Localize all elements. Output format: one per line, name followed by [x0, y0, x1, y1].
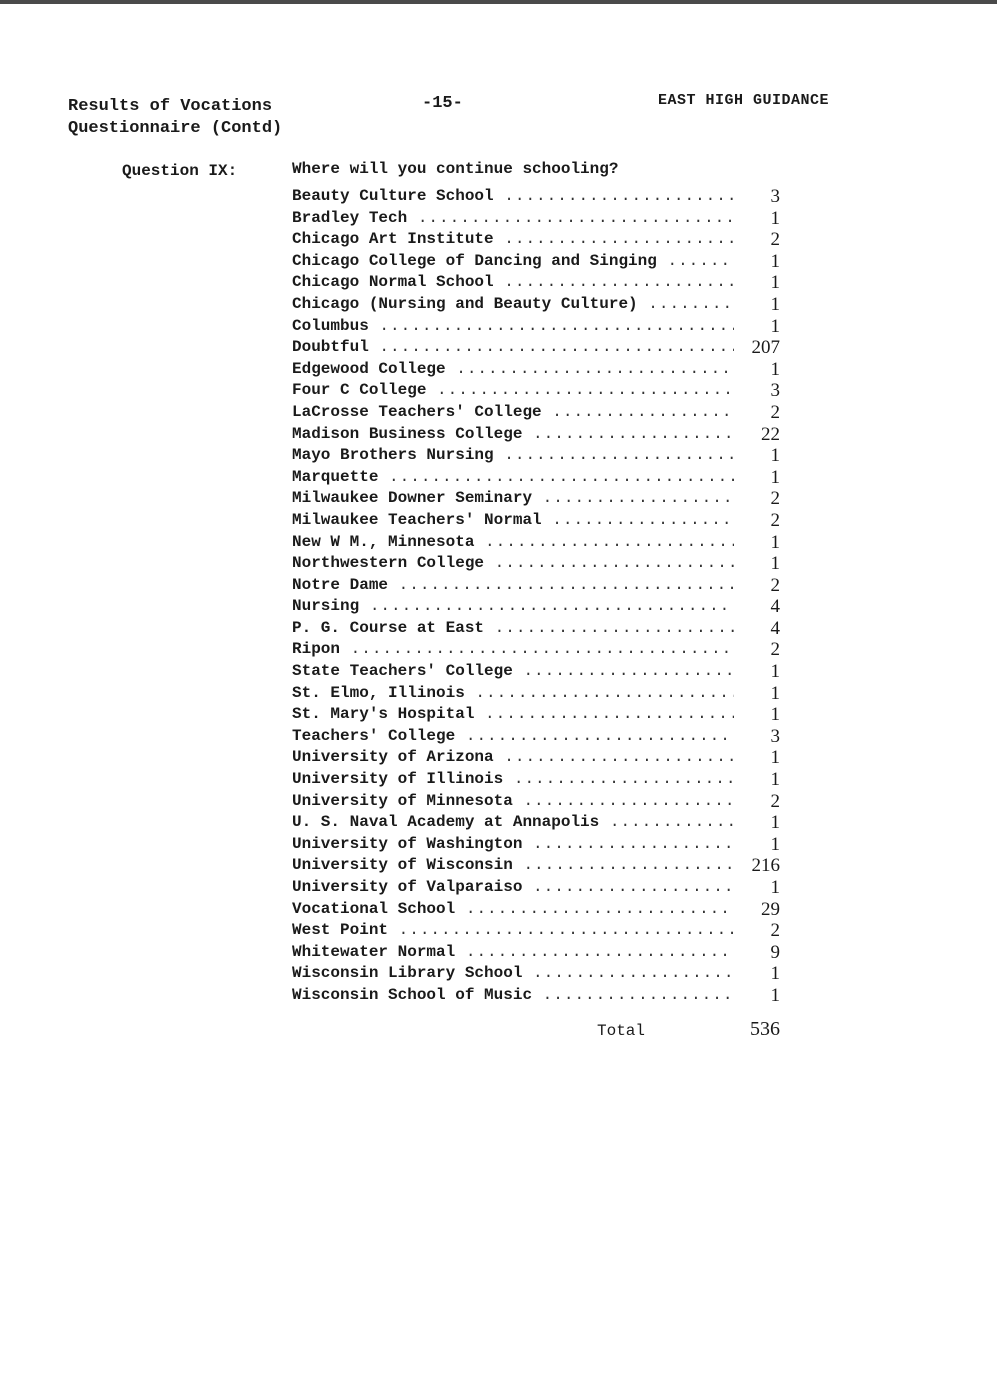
school-name: Columbus .....: [292, 316, 734, 338]
list-item: [292, 834, 792, 856]
student-count: 1: [770, 445, 780, 467]
list-item: [292, 812, 792, 834]
school-name: Madison Business College .....: [292, 424, 734, 446]
school-list: [292, 186, 792, 1007]
list-item: [292, 316, 792, 338]
school-name: New W M., Minnesota .....: [292, 532, 734, 554]
student-count: 1: [770, 984, 780, 1006]
list-item: [292, 704, 792, 726]
school-name: LaCrosse Teachers' College .....: [292, 402, 734, 424]
school-name: University of Arizona .....: [292, 747, 734, 769]
school-name: St. Elmo, Illinois .....: [292, 683, 734, 705]
school-name: St. Mary's Hospital .....: [292, 704, 734, 726]
department-heading: EAST HIGH GUIDANCE: [658, 92, 830, 109]
student-count: 3: [770, 380, 780, 402]
list-item: [292, 726, 792, 748]
student-count: 1: [770, 704, 780, 726]
student-count: 2: [770, 229, 780, 251]
list-item: [292, 251, 792, 273]
question-text: Where will you continue schooling?: [292, 160, 619, 178]
school-name: Wisconsin School of Music .....: [292, 985, 734, 1007]
student-count: 2: [770, 488, 780, 510]
student-count: 1: [770, 315, 780, 337]
student-count: 2: [770, 920, 780, 942]
school-name: Wisconsin Library School .....: [292, 963, 734, 985]
list-item: [292, 683, 792, 705]
school-name: Chicago Normal School .....: [292, 272, 734, 294]
list-item: [292, 855, 792, 877]
list-item: [292, 553, 792, 575]
student-count: 2: [770, 401, 780, 423]
school-name: Milwaukee Downer Seminary .....: [292, 488, 734, 510]
school-name: Ripon .....: [292, 639, 734, 661]
school-name: West Point .....: [292, 920, 734, 942]
list-item: [292, 445, 792, 467]
student-count: 207: [751, 337, 780, 359]
school-name: Chicago Art Institute .....: [292, 229, 734, 251]
school-name: Whitewater Normal .....: [292, 942, 734, 964]
student-count: 1: [770, 250, 780, 272]
school-name: Northwestern College .....: [292, 553, 734, 575]
list-item: [292, 985, 792, 1007]
list-item: [292, 639, 792, 661]
student-count: 1: [770, 747, 780, 769]
list-item: [292, 661, 792, 683]
student-count: 1: [770, 682, 780, 704]
school-name: Bradley Tech .....: [292, 208, 734, 230]
school-name: Notre Dame .....: [292, 575, 734, 597]
list-item: [292, 208, 792, 230]
student-count: 3: [770, 186, 780, 207]
school-name: Nursing .....: [292, 596, 734, 618]
list-item: [292, 467, 792, 489]
list-item: [292, 380, 792, 402]
list-item: [292, 532, 792, 554]
student-count: 1: [770, 963, 780, 985]
student-count: 2: [770, 574, 780, 596]
list-item: [292, 272, 792, 294]
list-item: [292, 294, 792, 316]
school-name: Marquette .....: [292, 467, 734, 489]
student-count: 29: [761, 898, 780, 920]
list-item: [292, 920, 792, 942]
school-name: Beauty Culture School .....: [292, 186, 734, 208]
school-name: Mayo Brothers Nursing .....: [292, 445, 734, 467]
list-item: [292, 510, 792, 532]
list-item: [292, 337, 792, 359]
student-count: 2: [770, 639, 780, 661]
school-name: University of Wisconsin .....: [292, 855, 734, 877]
list-item: [292, 402, 792, 424]
school-name: University of Minnesota .....: [292, 791, 734, 813]
list-item: [292, 424, 792, 446]
student-count: 1: [770, 358, 780, 380]
document-title-line-2: Questionnaire (Contd): [68, 119, 283, 138]
student-count: 3: [770, 725, 780, 747]
document-title-line-1: Results of Vocations: [68, 97, 273, 116]
student-count: 1: [770, 531, 780, 553]
school-name: Doubtful .....: [292, 337, 734, 359]
school-name: State Teachers' College .....: [292, 661, 734, 683]
school-name: Teachers' College .....: [292, 726, 734, 748]
student-count: 1: [770, 553, 780, 575]
total-value: 536: [750, 1018, 780, 1040]
list-item: [292, 769, 792, 791]
student-count: 1: [770, 812, 780, 834]
school-name: Four C College .....: [292, 380, 734, 402]
school-name: University of Illinois .....: [292, 769, 734, 791]
school-name: Chicago College of Dancing and Singing .....: [292, 251, 734, 273]
student-count: 9: [770, 941, 780, 963]
student-count: 2: [770, 790, 780, 812]
list-item: [292, 899, 792, 921]
list-item: [292, 747, 792, 769]
student-count: 1: [770, 877, 780, 898]
student-count: 1: [770, 272, 780, 294]
student-count: 1: [770, 769, 780, 791]
list-item: [292, 618, 792, 640]
list-item: [292, 575, 792, 597]
school-name: P. G. Course at East .....: [292, 618, 734, 640]
total-label: Total: [597, 1022, 646, 1040]
school-name: U. S. Naval Academy at Annapolis .....: [292, 812, 734, 834]
page-top-edge: [0, 0, 997, 4]
student-count: 1: [770, 293, 780, 315]
list-item: [292, 942, 792, 964]
school-name: Vocational School .....: [292, 899, 734, 921]
student-count: 1: [770, 661, 780, 683]
school-name: Milwaukee Teachers' Normal .....: [292, 510, 734, 532]
student-count: 216: [751, 855, 780, 877]
list-item: [292, 229, 792, 251]
student-count: 2: [770, 509, 780, 531]
student-count: 22: [761, 423, 780, 445]
student-count: 4: [770, 596, 780, 618]
school-name: University of Valparaiso .....: [292, 877, 734, 899]
school-name: Edgewood College .....: [292, 359, 734, 381]
list-item: [292, 963, 792, 985]
student-count: 1: [770, 833, 780, 855]
list-item: [292, 877, 792, 899]
list-item: [292, 186, 792, 208]
student-count: 1: [770, 207, 780, 229]
page-number: -15-: [422, 94, 463, 113]
list-item: [292, 359, 792, 381]
school-name: Chicago (Nursing and Beauty Culture) .....: [292, 294, 734, 316]
school-name: University of Washington .....: [292, 834, 734, 856]
student-count: 4: [770, 617, 780, 639]
list-item: [292, 596, 792, 618]
student-count: 1: [770, 466, 780, 488]
list-item: [292, 791, 792, 813]
question-label: Question IX:: [122, 162, 238, 180]
document-title: [68, 96, 282, 140]
list-item: [292, 488, 792, 510]
